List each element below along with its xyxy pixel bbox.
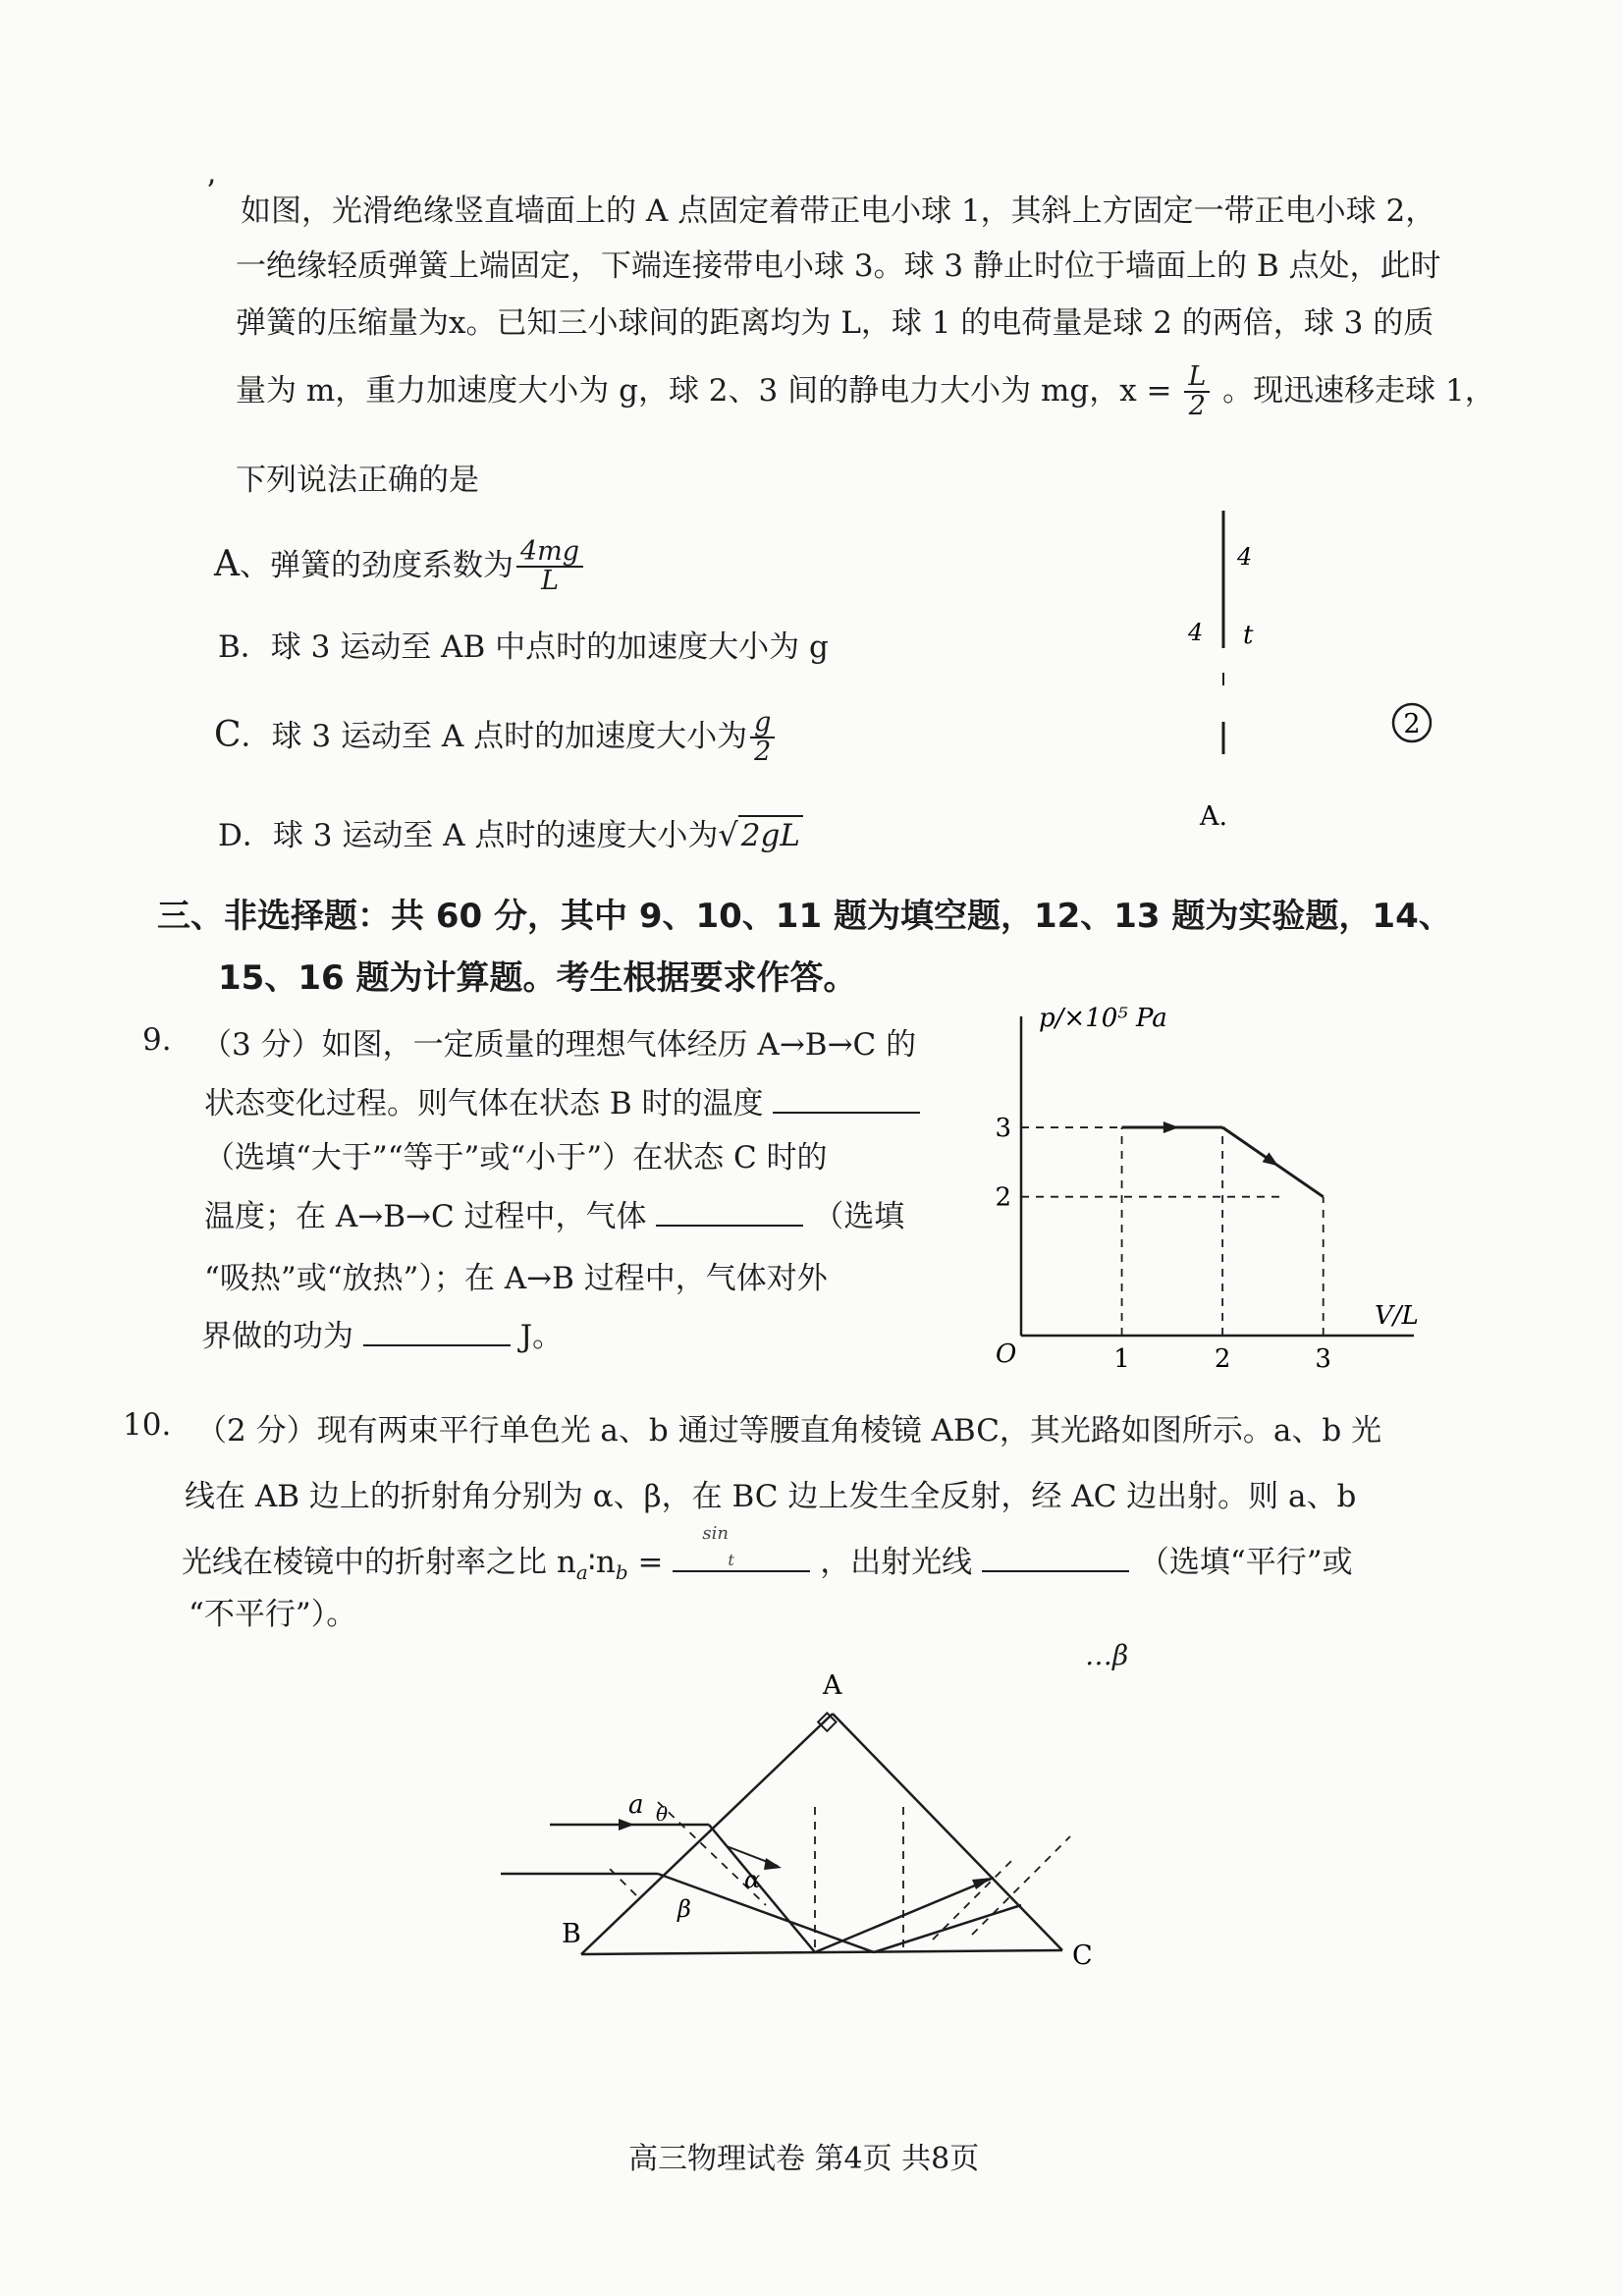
q9-blank-heat[interactable] <box>656 1199 803 1227</box>
q10-label-a: A <box>823 1670 842 1701</box>
q9-y-tick-3: 3 <box>995 1114 1011 1144</box>
q8-option-c-fraction: $\frac{g}{2}$ <box>750 709 775 767</box>
q10-prism-side-ab <box>581 1714 833 1954</box>
q10-line-3 <box>182 1523 1353 1585</box>
q8-hand-mark-1: 4 <box>1237 543 1253 571</box>
q9-y-axis-label: p/×10⁵ Pa <box>1039 1004 1167 1033</box>
q8-option-c <box>214 709 778 767</box>
q8-hand-mark-2: 4 <box>1188 619 1204 646</box>
q9-line-1: （3 分）如图，一定质量的理想气体经历 A→B→C 的 <box>201 1027 917 1063</box>
q9-line-6-post: J。 <box>519 1319 564 1354</box>
q10-label-ray-a: a <box>628 1790 644 1820</box>
q8-point-a-label: A. <box>1200 801 1228 832</box>
q9-line-4-post: （选填 <box>813 1199 905 1234</box>
q8-option-c-text: ．球 3 运动至 A 点时的加速度大小为 <box>241 718 748 754</box>
q10-line-3-mid: ∶n <box>587 1545 616 1580</box>
q10-ray-a-reflected <box>815 1878 994 1952</box>
q8-option-d: D．球 3 运动至 A 点时的速度大小为√2gL <box>218 815 803 855</box>
q10-prism-side-bc <box>581 1950 1062 1954</box>
q10-ray-a-refracted <box>709 1825 815 1952</box>
q8-line-4-post: 。现迅速移走球 1， <box>1222 372 1495 409</box>
q9-line-2 <box>204 1085 920 1123</box>
q9-line-3: （选填“大于”“等于”或“小于”）在状态 C 时的 <box>204 1140 828 1175</box>
q8-line-3: 弹簧的压缩量为x。已知三小球间的距离均为 L，球 1 的电荷量是球 2 的两倍，球 3 的质 <box>236 305 1434 341</box>
q10-prism-figure <box>491 1660 1119 1994</box>
q8-option-a-letter: A <box>214 543 240 584</box>
q8-line-2: 一绝缘轻质弹簧上端固定，下端连接带电小球 3。球 3 静止时位于墙面上的 B 点处，此时 <box>236 248 1441 284</box>
q10-number: 10. <box>123 1407 172 1443</box>
q8-option-d-sqrt: 2gL <box>738 815 803 855</box>
q10-hand-note: sin <box>702 1523 729 1544</box>
q8-option-a-text: 、弹簧的劲度系数为 <box>240 547 514 583</box>
q10-prism-side-ac <box>833 1714 1062 1950</box>
q8-line-4 <box>236 363 1495 421</box>
q9-line-2-text: 状态变化过程。则气体在状态 B 时的温度 <box>204 1086 764 1121</box>
q8-x-fraction: $\frac{L}{2}$ <box>1184 363 1210 421</box>
q10-ray-b-reflected <box>874 1905 1021 1952</box>
q8-option-d-text: D．球 3 运动至 A 点时的速度大小为 <box>218 818 719 853</box>
q8-hand-mark-3: t <box>1243 621 1254 650</box>
q10-hand-top: …β <box>1085 1639 1129 1671</box>
q9-origin-label: O <box>996 1339 1017 1369</box>
q8-option-c-letter: C <box>214 714 242 755</box>
q10-sub-b: b <box>615 1560 628 1585</box>
q10-label-c: C <box>1072 1941 1093 1971</box>
q9-line-6-pre: 界做的功为 <box>201 1319 353 1354</box>
q8-option-a <box>214 538 586 596</box>
q10-label-theta: θ <box>656 1802 669 1826</box>
q9-line-4-pre: 温度；在 A→B→C 过程中，气体 <box>204 1199 647 1234</box>
q10-line-3-eq: = <box>627 1545 664 1580</box>
q9-process-arrow-1 <box>1163 1121 1179 1133</box>
q9-y-tick-2: 2 <box>995 1182 1011 1213</box>
q9-line-4 <box>204 1198 904 1236</box>
q10-normal-ac-1 <box>933 1861 1011 1940</box>
q9-x-tick-1: 1 <box>1113 1344 1130 1374</box>
q10-blank-ratio[interactable] <box>673 1523 810 1572</box>
q10-line-2: 线在 AB 边上的折射角分别为 α、β，在 BC 边上发生全反射，经 AC 边出射。则 a、b <box>185 1479 1357 1514</box>
q10-line-3-post: ，出射光线 <box>820 1545 973 1580</box>
q10-hand-note-2: t <box>728 1551 734 1569</box>
section-3-heading-line-2: 15、16 题为计算题。考生根据要求作答。 <box>218 958 857 998</box>
q9-line-5: “吸热”或“放热”）；在 A→B 过程中，气体对外 <box>204 1261 828 1296</box>
q9-blank-temperature[interactable] <box>773 1086 920 1114</box>
q8-line-4-pre: 量为 m，重力加速度大小为 g，球 2、3 间的静电力大小为 mg，x = <box>236 372 1172 409</box>
q9-x-tick-3: 3 <box>1315 1344 1331 1374</box>
q10-ray-a-inner-arrow <box>764 1858 782 1870</box>
q8-option-b: B．球 3 运动至 AB 中点时的加速度大小为 g <box>218 629 829 665</box>
q10-ray-a-arrow <box>619 1819 634 1831</box>
q9-x-axis-label: V/L <box>1375 1301 1419 1331</box>
section-3-heading-line-1: 三、非选择题：共 60 分，其中 9、10、11 题为填空题，12、13 题为实验题，14、 <box>157 897 1452 936</box>
q10-sub-a: a <box>575 1560 588 1585</box>
q8-mark: ’ <box>206 174 216 209</box>
q9-line-6 <box>201 1318 563 1356</box>
q10-blank-parallel[interactable] <box>982 1545 1129 1572</box>
q9-blank-work[interactable] <box>363 1319 511 1346</box>
q10-label-beta: β <box>677 1895 691 1923</box>
q8-ball-2-label: 2 <box>1403 709 1421 739</box>
q8-line-5: 下列说法正确的是 <box>236 463 479 498</box>
q9-chart-guides <box>1021 1127 1324 1336</box>
q8-line-1: 如图，光滑绝缘竖直墙面上的 A 点固定着带正电小球 1，其斜上方固定一带正电小球 2， <box>241 193 1436 229</box>
q10-line-1: （2 分）现有两束平行单色光 a、b 通过等腰直角棱镜 ABC，其光路如图所示。a、b 光 <box>196 1413 1382 1449</box>
page-footer: 高三物理试卷 第4页 共8页 <box>628 2142 980 2176</box>
q10-label-alpha: α <box>744 1866 761 1893</box>
q10-line-4: “不平行”）。 <box>189 1597 357 1632</box>
q10-line-3-pre: 光线在棱镜中的折射率之比 n <box>182 1545 576 1580</box>
q10-line-3-tail: （选填“平行”或 <box>1138 1545 1353 1580</box>
q9-x-tick-2: 2 <box>1214 1344 1231 1374</box>
q8-figure <box>1159 501 1453 835</box>
q9-pv-chart <box>982 997 1434 1375</box>
q9-number: 9. <box>142 1022 172 1058</box>
q8-option-a-fraction: $\frac{4mg}{L}$ <box>516 538 583 596</box>
q10-label-b: B <box>562 1919 581 1949</box>
q10-normal-b <box>609 1868 636 1895</box>
